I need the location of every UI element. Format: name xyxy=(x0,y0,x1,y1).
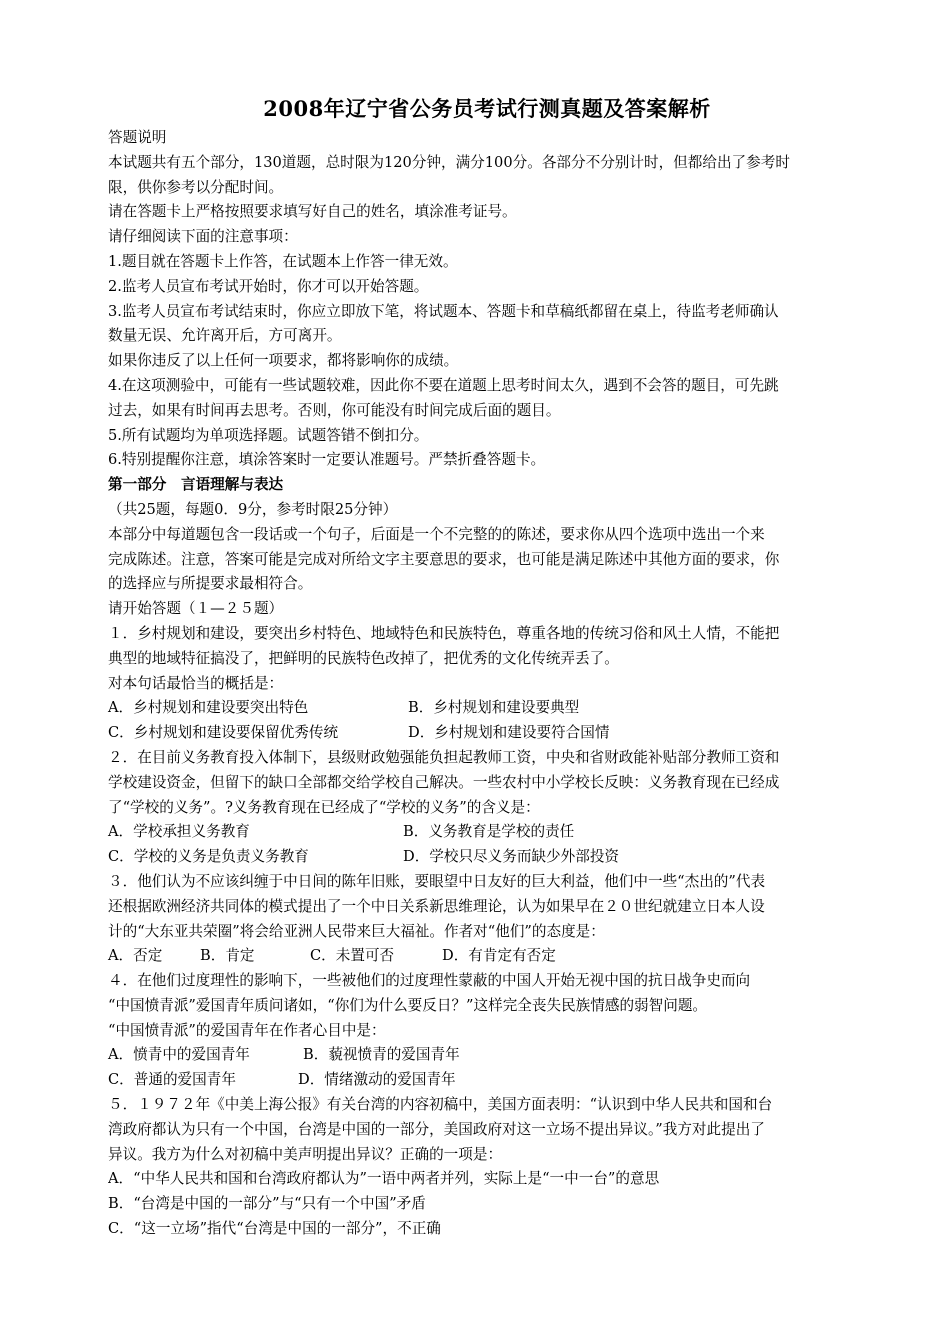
question-4-option-c: C．普通的爱国青年 xyxy=(108,1071,236,1089)
intro-line: 5.所有试题均为单项选择题。试题答错不倒扣分。 xyxy=(108,426,429,444)
question-2-stem: 了“学校的义务”。?义务教育现在已经成了“学校的义务”的含义是： xyxy=(108,798,540,816)
question-2-option-b: B．义务教育是学校的责任 xyxy=(403,823,575,841)
question-4-option-d: D．情绪激动的爱国青年 xyxy=(298,1071,456,1089)
part1-desc-line: 本部分中每道题包含一段话或一个句子，后面是一个不完整的的陈述，要求你从四个选项中选出一个来 xyxy=(108,525,765,543)
intro-line: 6.特别提醒你注意，填涂答案时一定要认准题号。严禁折叠答题卡。 xyxy=(108,451,546,469)
intro-line: 数量无误、允许离开后，方可离开。 xyxy=(108,327,342,345)
intro-line: 4.在这项测验中，可能有一些试题较难，因此你不要在道题上思考时间太久，遇到不会答的题目，可先跳 xyxy=(108,376,779,394)
question-1-options-row xyxy=(108,696,866,721)
question-3-option-c: C．未置可否 xyxy=(310,947,395,965)
question-3-stem: 计的“大东亚共荣圈”将会给亚洲人民带来巨大福祉。作者对“他们”的态度是： xyxy=(108,922,605,940)
question-2-option-c: C．学校的义务是负责义务教育 xyxy=(108,848,309,866)
question-1-option-c: C．乡村规划和建设要保留优秀传统 xyxy=(108,724,339,742)
intro-heading: 答题说明 xyxy=(108,129,167,146)
question-2-option-a: A．学校承担义务教育 xyxy=(108,823,250,841)
part1-subheading: （共25题，每题0．9分，参考时限25分钟） xyxy=(108,500,398,518)
intro-line: 限，供你参考以分配时间。 xyxy=(108,178,284,196)
question-4-stem: “中国愤青派”爱国青年质问诸如，“你们为什么要反日？”这样完全丧失民族情感的弱智问题。 xyxy=(108,996,708,1014)
question-4-stem: “中国愤青派”的爱国青年在作者心目中是： xyxy=(108,1021,386,1039)
question-5-option-c: C．“这一立场”指代“台湾是中国的一部分”，不正确 xyxy=(108,1220,441,1238)
intro-line: 3.监考人员宣布考试结束时，你应立即放下笔，将试题本、答题卡和草稿纸都留在桌上，待监考老师确认 xyxy=(108,302,779,320)
question-1-option-b: B．乡村规划和建设要典型 xyxy=(408,699,580,717)
part1-heading: 第一部分 言语理解与表达 xyxy=(108,476,284,494)
question-2-options-row xyxy=(108,820,866,845)
question-5-stem: 湾政府都认为只有一个中国，台湾是中国的一部分，美国政府对这一立场不提出异议。”我方对此提出了 xyxy=(108,1120,765,1138)
question-5-stem: ５．１９７２年《中美上海公报》有关台湾的内容初稿中，美国方面表明：“认识到中华人民共和国和台 xyxy=(108,1096,773,1114)
question-3-option-a: A．否定 xyxy=(108,947,163,965)
part1-desc-line: 完成陈述。注意，答案可能是完成对所给文字主要意思的要求，也可能是满足陈述中其他方面的要求，你 xyxy=(108,550,780,568)
question-4-option-b: B．藐视愤青的爱国青年 xyxy=(303,1046,460,1064)
question-2-option-d: D．学校只尽义务而缺少外部投资 xyxy=(403,848,620,866)
question-2-stem: ２．在目前义务教育投入体制下，县级财政勉强能负担起教师工资，中央和省财政能补贴部分教师工资和 xyxy=(108,748,780,766)
question-1-stem: 典型的地域特征搞没了，把鲜明的民族特色改掉了，把优秀的文化传统弄丢了。 xyxy=(108,649,619,667)
question-4-option-a: A．愤青中的爱国青年 xyxy=(108,1046,250,1064)
question-4-stem: ４．在他们过度理性的影响下，一些被他们的过度理性蒙蔽的中国人开始无视中国的抗日战争史而向 xyxy=(108,972,751,990)
intro-line: 如果你违反了以上任何一项要求，都将影响你的成绩。 xyxy=(108,352,459,370)
part1-desc-line: 的选择应与所提要求最相符合。 xyxy=(108,575,313,593)
part1-start: 请开始答题（１—２５题） xyxy=(108,600,284,618)
question-5-option-a: A．“中华人民共和国和台湾政府都认为”一语中两者并列，实际上是“一中一台”的意思 xyxy=(108,1170,660,1188)
document-title: 2008年辽宁省公务员考试行测真题及答案解析 xyxy=(263,96,711,121)
question-1-option-a: A．乡村规划和建设要突出特色 xyxy=(108,699,309,717)
question-5-option-b: B．“台湾是中国的一部分”与“只有一个中国”矛盾 xyxy=(108,1195,426,1213)
question-4-options-row xyxy=(108,1068,866,1093)
question-3-stem: 还根据欧洲经济共同体的模式提出了一个中日关系新思维理论，认为如果早在２０世纪就建立日本人设 xyxy=(108,897,765,915)
question-1-options-row xyxy=(108,721,866,746)
question-2-options-row xyxy=(108,845,866,870)
intro-line: 过去，如果有时间再去思考。否则，你可能没有时间完成后面的题目。 xyxy=(108,401,561,419)
question-4-options-row xyxy=(108,1043,866,1068)
question-1-stem: １．乡村规划和建设，要突出乡村特色、地域特色和民族特色，尊重各地的传统习俗和风土人情，不能把 xyxy=(108,624,780,642)
intro-line: 请仔细阅读下面的注意事项： xyxy=(108,228,298,246)
question-1-stem: 对本句话最恰当的概括是： xyxy=(108,674,284,692)
question-5-stem: 异议。我方为什么对初稿中美声明提出异议？正确的一项是： xyxy=(108,1145,503,1163)
question-3-stem: ３．他们认为不应该纠缠于中日间的陈年旧账，要眼望中日友好的巨大利益，他们中一些“杰出的”代表 xyxy=(108,872,766,890)
intro-line: 本试题共有五个部分，130道题，总时限为120分钟，满分100分。各部分不分别计时，但都给出了参考时 xyxy=(108,153,790,171)
question-1-option-d: D．乡村规划和建设要符合国情 xyxy=(408,724,610,742)
document-page xyxy=(108,94,866,1242)
question-3-options-row xyxy=(108,944,866,969)
intro-line: 2.监考人员宣布考试开始时，你才可以开始答题。 xyxy=(108,277,429,295)
question-3-option-b: B．肯定 xyxy=(200,947,255,965)
question-2-stem: 学校建设资金，但留下的缺口全部都交给学校自己解决。一些农村中小学校长反映：义务教育现在已经成 xyxy=(108,773,780,791)
intro-line: 1.题目就在答题卡上作答，在试题本上作答一律无效。 xyxy=(108,252,458,270)
intro-line: 请在答题卡上严格按照要求填写好自己的姓名，填涂准考证号。 xyxy=(108,203,517,221)
question-3-option-d: D．有肯定有否定 xyxy=(442,947,556,965)
